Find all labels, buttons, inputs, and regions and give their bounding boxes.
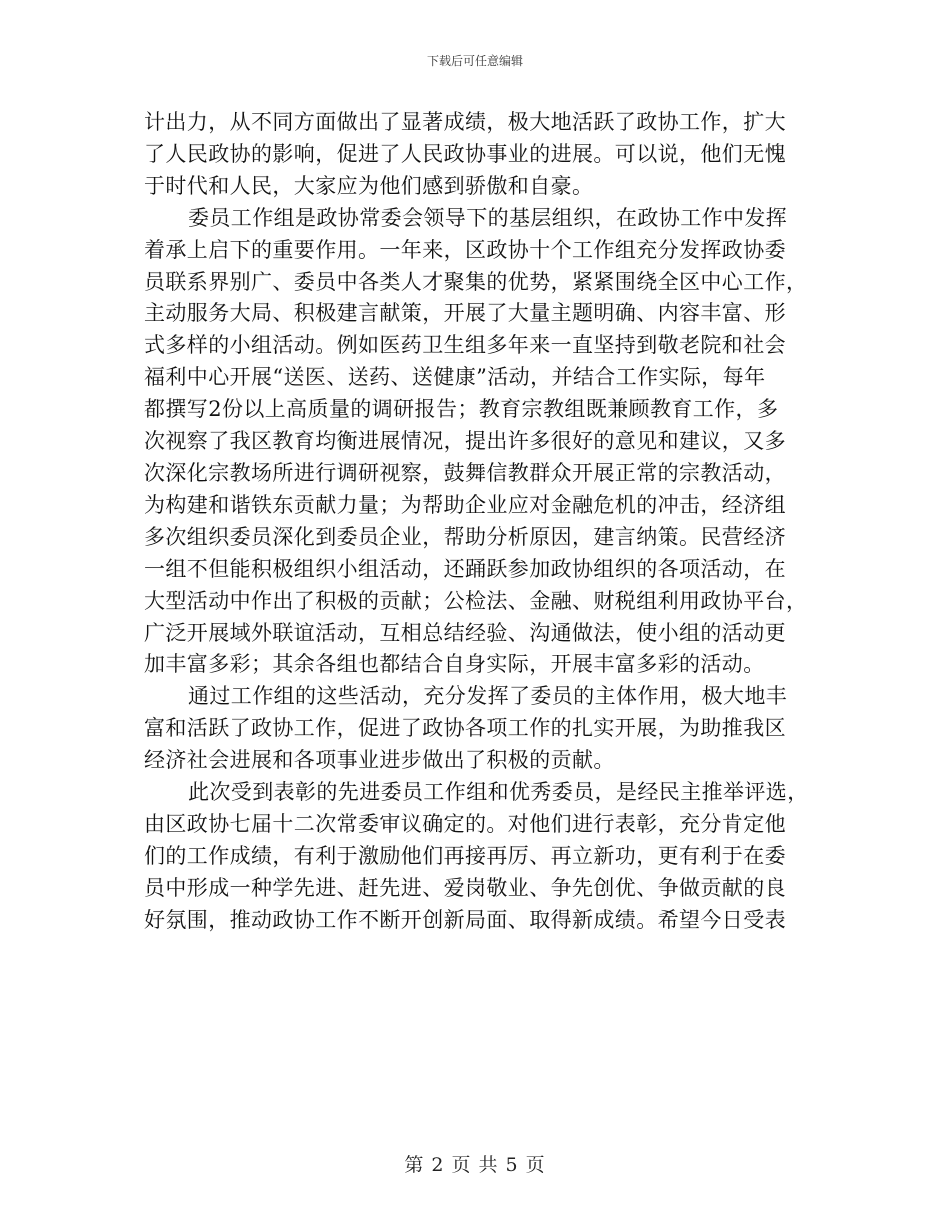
text-line: 着承上启下的重要作用。一年来，区政协十个工作组充分发挥政协委 [144, 237, 786, 262]
text-line: 由区政协七届十二次常委审议确定的。对他们进行表彰，充分肯定他 [144, 811, 786, 836]
text-line: 通过工作组的这些活动，充分发挥了委员的主体作用，极大地丰 [188, 684, 788, 709]
text-line: 好氛围，推动政协工作不断开创新局面、取得新成绩。希望今日受表 [144, 907, 786, 932]
page-header: 下载后可任意编辑 [426, 54, 523, 68]
text-line: 一组不但能积极组织小组活动，还踊跃参加政协组织的各项活动，在 [144, 556, 786, 581]
text-line: 富和活跃了政协工作，促进了政协各项工作的扎实开展，为助推我区 [144, 716, 786, 741]
text-line: 计出力，从不同方面做出了显著成绩，极大地活跃了政协工作，扩大 [144, 110, 786, 134]
text-line: 广泛开展域外联谊活动，互相总结经验、沟通做法，使小组的活动更 [144, 620, 786, 645]
text-line: 们的工作成绩，有利于激励他们再接再厉、再立新功，更有利于在委 [144, 843, 786, 868]
paragraph-2 [144, 203, 806, 682]
page-number: 第 2 页 共 5 页 [404, 1154, 546, 1176]
text-line: 次深化宗教场所进行调研视察，鼓舞信教群众开展正常的宗教活动， [144, 460, 786, 485]
paragraph-4 [144, 777, 809, 937]
text-line: 福利中心开展“送医、送药、送健康”活动，并结合工作实际，每年 [144, 365, 766, 390]
text-line: 都撰写2份以上高质量的调研报告；教育宗教组既兼顾教育工作，多 [144, 397, 779, 422]
paragraph-1 [144, 107, 806, 203]
paragraph-3 [144, 681, 806, 777]
text-line: 多次组织委员深化到委员企业，帮助分析原因，建言纳策。民营经济 [144, 524, 786, 549]
text-line: 式多样的小组活动。例如医药卫生组多年来一直坚持到敬老院和社会 [144, 333, 786, 358]
text-line: 委员工作组是政协常委会领导下的基层组织，在政协工作中发挥 [188, 205, 788, 230]
text-line: 于时代和人民，大家应为他们感到骄傲和自豪。 [144, 173, 594, 198]
text-line: 此次受到表彰的先进委员工作组和优秀委员，是经民主推举评选， [188, 780, 809, 805]
text-line: 为构建和谐铁东贡献力量；为帮助企业应对金融危机的冲击，经济组 [144, 492, 786, 517]
document-body [144, 107, 809, 937]
text-line: 经济社会进展和各项事业进步做出了积极的贡献。 [144, 748, 615, 773]
text-line: 了人民政协的影响，促进了人民政协事业的进展。可以说，他们无愧 [144, 141, 786, 166]
text-line: 主动服务大局、积极建言献策，开展了大量主题明确、内容丰富、形 [144, 301, 786, 326]
text-line: 大型活动中作出了积极的贡献；公检法、金融、财税组利用政协平台， [144, 588, 808, 613]
text-line: 员中形成一种学先进、赶先进、爱岗敬业、争先创优、争做贡献的良 [144, 875, 786, 900]
text-line: 次视察了我区教育均衡进展情况，提出许多很好的意见和建议，又多 [144, 429, 786, 454]
text-line: 员联系界别广、委员中各类人才聚集的优势，紧紧围绕全区中心工作， [144, 269, 808, 294]
text-line: 加丰富多彩；其余各组也都结合自身实际，开展丰富多彩的活动。 [144, 652, 765, 677]
